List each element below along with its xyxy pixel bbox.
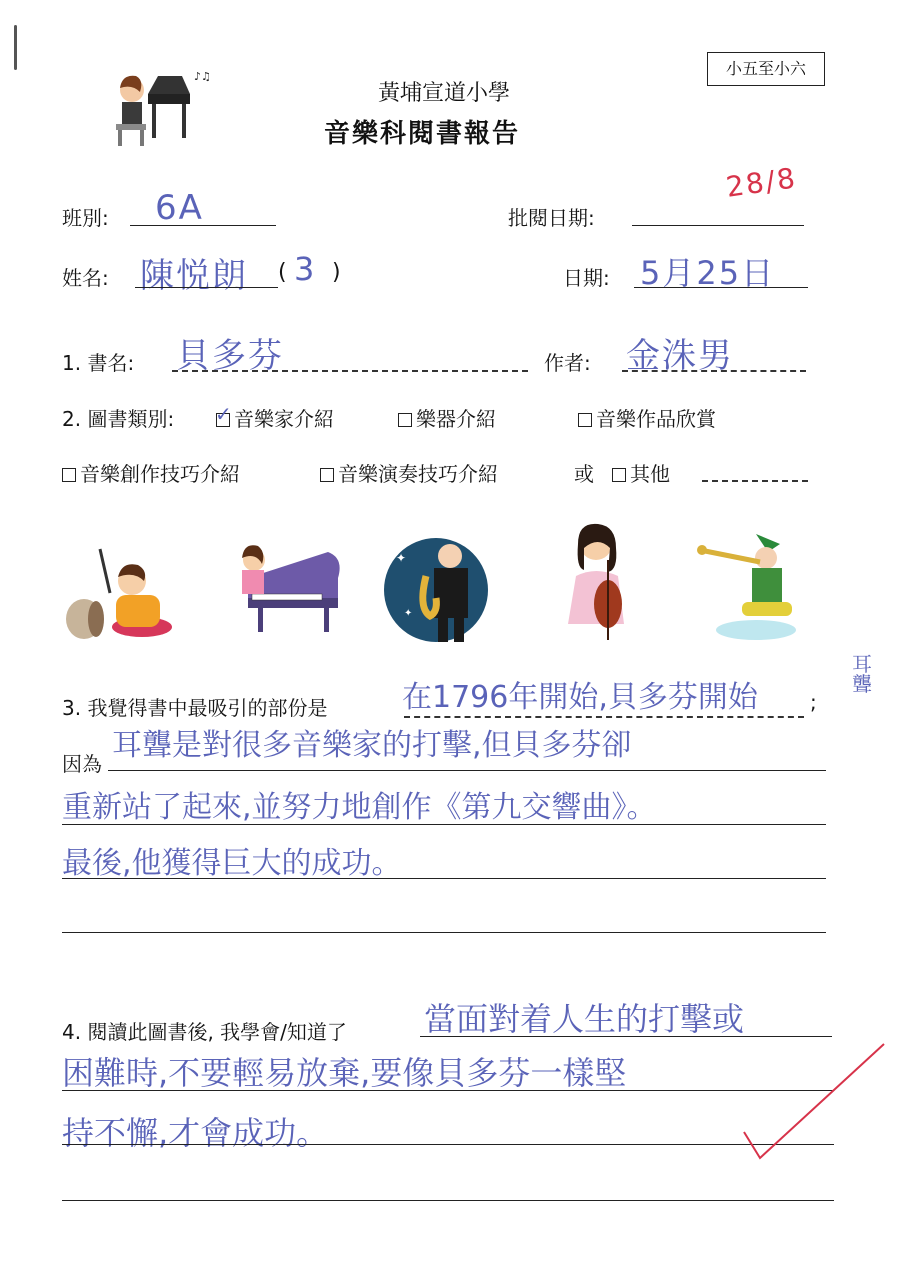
checkbox-icon[interactable]: [612, 468, 626, 482]
report-title: 音樂科閱書報告: [324, 119, 521, 149]
q3-answer-line4[interactable]: 最後,他獲得巨大的成功。: [62, 846, 402, 881]
checkbox-icon[interactable]: [62, 468, 76, 482]
q3-line3: [62, 824, 826, 825]
name-paren-open: (: [278, 260, 287, 285]
svg-text:♪♫: ♪♫: [194, 70, 211, 83]
q4-line1: [420, 1036, 832, 1037]
q3-line4: [62, 878, 826, 879]
checkbox-icon[interactable]: [578, 413, 592, 427]
name-value[interactable]: 陳悦朗: [140, 256, 248, 296]
review-date-underline: [632, 225, 804, 226]
svg-text:✦: ✦: [396, 551, 407, 565]
q4-answer-line1[interactable]: 當面對着人生的打擊或: [424, 1000, 745, 1038]
option-appreciation[interactable]: 音樂作品欣賞: [578, 403, 716, 432]
class-value[interactable]: 6A: [155, 188, 204, 228]
q4-label: 4. 閱讀此圖書後, 我學會/知道了: [62, 1020, 347, 1044]
scan-mark: [14, 25, 17, 70]
date-label: 日期:: [563, 266, 610, 290]
q3-answer-line3[interactable]: 重新站了起來,並努力地創作《第九交響曲》。: [62, 790, 657, 825]
q4-answer-line3[interactable]: 持不懈,才會成功。: [62, 1114, 329, 1152]
because-label: 因為: [62, 752, 102, 776]
name-paren-close: ): [332, 260, 341, 285]
date-value[interactable]: 5月25日: [640, 254, 776, 292]
q4-answer-line2[interactable]: 困難時,不要輕易放棄,要像貝多芬一樣堅: [62, 1054, 627, 1092]
checkbox-checked-icon[interactable]: ✓: [215, 402, 232, 426]
q4-line3: [62, 1144, 834, 1145]
author-dashes: [622, 370, 806, 372]
q3-answer-line1-tail[interactable]: 耳聾: [852, 652, 872, 696]
option-other[interactable]: 其他: [612, 458, 670, 487]
review-date-value[interactable]: 28/8: [724, 161, 799, 204]
svg-text:✦: ✦: [404, 608, 413, 619]
cello-girl-icon: [554, 520, 642, 646]
author-value[interactable]: 金洙男: [626, 336, 734, 376]
teacher-check-mark-icon: [738, 1040, 888, 1160]
q2-label: 2. 圖書類別:: [62, 407, 175, 431]
flute-player-icon: [696, 526, 804, 644]
saxophone-player-icon: [382, 528, 490, 646]
book-title-value[interactable]: 貝多芬: [176, 336, 284, 376]
other-dashes: [702, 480, 808, 482]
school-name: 黃埔宣道小學: [378, 81, 511, 106]
checkbox-icon[interactable]: [398, 413, 412, 427]
q3-semicolon: ;: [810, 690, 817, 714]
q3-answer-line2[interactable]: 耳聾是對很多音樂家的打擊,但貝多芬卻: [112, 728, 632, 763]
q3-line2: [108, 770, 826, 771]
option-composer[interactable]: ✓ 音樂家介紹: [215, 402, 334, 431]
class-label: 班別:: [62, 206, 109, 230]
grade-tag: 小五至小六: [707, 52, 825, 86]
class-underline: [130, 225, 276, 226]
checkbox-icon[interactable]: [320, 468, 334, 482]
or-text: 或: [574, 462, 594, 486]
q3-first-dashes: [404, 716, 804, 718]
grand-piano-girl-icon: [228, 538, 346, 638]
date-underline: [634, 287, 808, 288]
q4-line4: [62, 1200, 834, 1201]
name-number[interactable]: 3: [294, 250, 317, 288]
q3-line5: [62, 932, 826, 933]
q3-label: 3. 我覺得書中最吸引的部份是: [62, 696, 328, 720]
option-performance[interactable]: 音樂演奏技巧介紹: [320, 458, 498, 487]
name-label: 姓名:: [62, 266, 109, 290]
book-title-dashes: [172, 370, 528, 372]
option-composition[interactable]: 音樂創作技巧介紹: [62, 458, 240, 487]
name-underline: [135, 287, 278, 288]
option-instrument[interactable]: 樂器介紹: [398, 403, 496, 432]
drum-child-icon: [60, 545, 175, 645]
review-date-label: 批閱日期:: [508, 206, 595, 230]
q3-answer-line1[interactable]: 在1796年開始,貝多芬開始: [402, 680, 758, 715]
q4-line2: [62, 1090, 834, 1091]
q1-label: 1. 書名:: [62, 351, 135, 375]
pianist-icon: [108, 66, 218, 150]
author-label: 作者:: [544, 351, 591, 375]
